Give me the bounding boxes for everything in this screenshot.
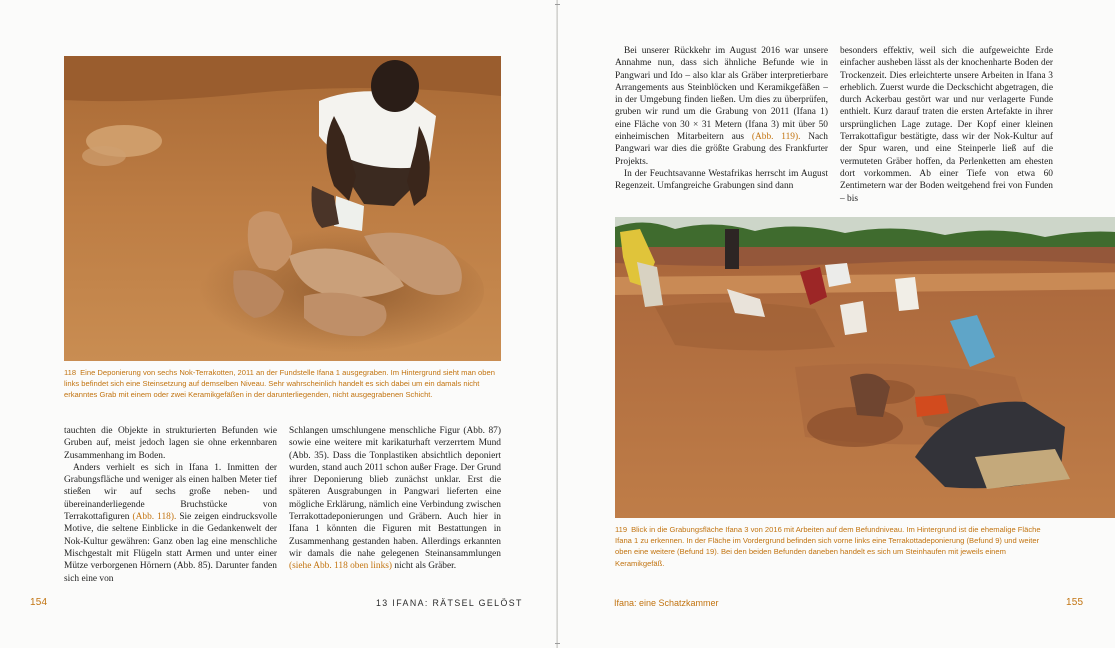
figure-reference: (Abb. 119). xyxy=(751,132,801,143)
running-head-right: Ifana: eine Schatzkammer xyxy=(614,598,719,608)
text-run: Bei unserer Rückkehr im August 2016 war unsere Annahme nun, dass sich ähnliche Befunde wie in Pangwari und Ido – also klar als Gräber interpretierbare Arrangements aus Steinblöcken und Keramikgefäßen – in der Umgebung finden ließen. Um dies zu überprüfen, gruben wir rund um die Grabung von 2011 (Ifana 1) eine Fläche von 30 × 31 Metern (Ifana 3) mit über 50 einheimischen Mitarbeitern aus xyxy=(615,46,828,143)
page-number-right: 155 xyxy=(1066,597,1084,608)
caption-number: 119 xyxy=(615,525,628,534)
crop-mark xyxy=(555,4,560,5)
figure-118-caption xyxy=(64,367,501,401)
left-column-1 xyxy=(64,425,277,585)
text-run: Sie zeigen eindrucksvolle Motive, die seltene Einblicke in die Gedankenwelt der Nok-Kultur gewähren: Ganz oben lag eine menschliche Mischgestalt mit Flügeln statt Armen und unter einer Mütze verborgenen Hörnern (Abb. 85). Darunter fanden sich eine von xyxy=(64,512,278,584)
paragraph: tauchten die Objekte in strukturierten Befunden wie Gruben auf, meist jedoch lagen sie ohne erkennbaren Zusammenhang im Boden. xyxy=(64,426,277,461)
text-run: Schlangen umschlungene menschliche Figur (Abb. 87) sowie eine weitere mit karikaturhaft verzerrtem Mund (Abb. 35). Dass die Tonplastiken absichtlich deponiert wurden, stand auch 2011 schon außer Frage. Der Grund ihrer Deponierung blieb zunächst unklar. Erst die späteren Ausgrabungen in Pangwari lieferten eine mögliche Erklärung, nämlich eine Verbindung zwischen Terrakottadeponierungen und Gräbern. Auch hier in Ifana 1 könnten die Figuren mit Bestattungen in Zusammenhang gestanden haben. Allerdings erkannten wir damals die nahe gelegenen Steinansammlungen xyxy=(289,426,501,559)
text-run: Nach Pangwari war dies die größte Grabung des Frankfurter Projekts. xyxy=(615,132,828,167)
paragraph xyxy=(615,45,828,168)
left-column-2 xyxy=(289,425,501,573)
figure-118-photo xyxy=(64,56,501,361)
text-run: nicht als Gräber. xyxy=(394,561,457,572)
paragraph xyxy=(64,462,277,585)
figure-reference: (siehe Abb. 118 oben links) xyxy=(289,561,393,572)
paragraph: besonders effektiv, weil sich die aufgeweichte Erde einfacher ausheben lässt als der knochenharte Boden der Trockenzeit. Dies erleichterte unsere Arbeiten in Ifana 3 erheblich. Zuerst wurde die Deckschicht abgetragen, die durch Ackerbau gestört war und nur verlagerte Funde enthielt. Kurz darauf traten die ersten Artefakte in ihrer ursprünglichen Lage zutage. Der Kopf einer kleinen Terrakottafigur bestätigte, dass wir der Nok-Kultur auf der Spur waren, und eine Steinperle ließ auf die vermuteten Gräber hoffen, da Perlenketten am ehesten dort vorkommen. Ab einer Tiefe von etwa 60 Zentimetern war der Boden weitgehend frei von Funden – bis xyxy=(840,46,1053,204)
right-column-2 xyxy=(840,45,1053,205)
figure-119-caption xyxy=(615,524,1045,569)
text-run: Anders verhielt es sich in Ifana 1. Inmitten der Grabungsfläche und weniger als einen halben Meter tief stießen wir auf sechs große neben- und übereinanderliegende Bruchstücke von Terrakottafiguren xyxy=(64,462,277,523)
running-head-left: 13 IFANA: RÄTSEL GELÖST xyxy=(376,598,523,608)
right-page xyxy=(558,0,1115,648)
caption-text: Eine Deponierung von sechs Nok-Terrakotten, 2011 an der Fundstelle Ifana 1 ausgegraben. Im Hintergrund sieht man oben links befindet sich eine Steinsetzung auf demselben Niveau. Sehr wahrscheinlich handelt es sich dabei um ein damals nicht erkanntes Grab mit einem oder zwei Keramikgefäßen in der darunterliegenden, nicht ausgegrabenen Schicht. xyxy=(64,368,495,400)
page-number-left: 154 xyxy=(30,597,48,608)
caption-text: Blick in die Grabungsfläche Ifana 3 von 2016 mit Arbeiten auf dem Befundniveau. Im Hintergrund ist die ehemalige Fläche Ifana 1 zu erkennen. In der Fläche im Vordergrund befinden sich vorne links eine Terrakottadeponierung (Befund 9) und weiter oben eine weitere (Befund 19). Bei den beiden Befunden daneben handelt es sich um Steinhaufen mit jeweils einem Keramikgefäß. xyxy=(615,525,1041,568)
right-column-1 xyxy=(615,45,828,193)
paragraph xyxy=(289,425,501,573)
left-page xyxy=(0,0,557,648)
caption-number: 118 xyxy=(64,368,77,377)
paragraph: In der Feuchtsavanne Westafrikas herrscht im August Regenzeit. Umfangreiche Grabungen sind dann xyxy=(615,168,828,192)
figure-119-photo xyxy=(615,217,1115,518)
figure-reference: (Abb. 118). xyxy=(132,512,177,523)
crop-mark xyxy=(555,643,560,644)
